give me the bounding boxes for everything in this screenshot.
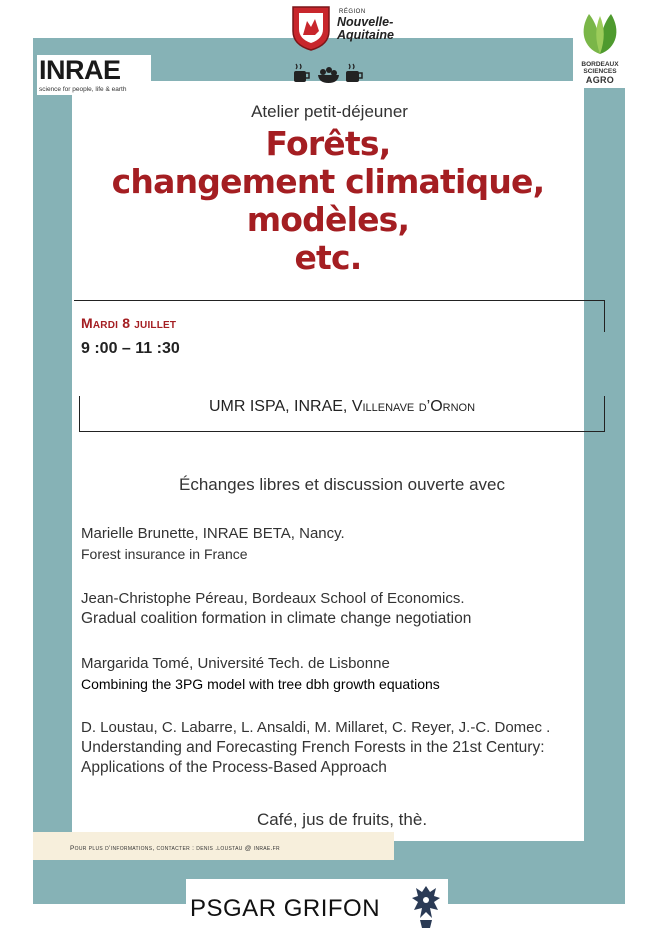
talk-title: Gradual coalition formation in climate change negotiation [81,610,472,627]
speaker-item [81,654,440,694]
event-title [72,125,584,277]
region-shield-icon [291,5,331,51]
venue-place: Villenave d’Ornon [351,398,476,415]
breakfast-icons [293,62,365,86]
bsa-line1: BORDEAUX [581,61,619,68]
event-date: Mardi 8 juillet [81,315,177,331]
region-logo [291,5,411,53]
talk-title-line2: Applications of the Process-Based Approach [81,759,387,776]
speaker-name: Jean-Christophe Péreau, Bordeaux School of Economics. [81,590,465,607]
refreshments-note: Café, jus de fruits, thè. [256,810,428,829]
bsa-line3: AGRO [585,75,615,85]
inrae-logo-tagline: science for people, life & earth [39,86,127,93]
contact-text: Pour plus d’informations, contacter : denis .loustau @ inrae.fr [70,845,280,852]
griffon-icon [408,882,444,930]
speaker-name: Margarida Tomé, Université Tech. de Lisbonne [81,655,390,672]
region-small-label: RÉGION [339,9,366,15]
speaker-name: Marielle Brunette, INRAE BETA, Nancy. [81,525,345,542]
event-time: 9 :00 – 11 :30 [81,340,180,357]
title-line: etc. [294,238,362,277]
speakers-intro: Échanges libres et discussion ouverte avec [178,475,505,494]
bordeaux-sciences-agro-logo [573,8,627,88]
title-line: modèles, [246,200,410,239]
divider-top-tick [604,300,605,332]
venue-main: UMR ISPA, INRAE, [208,398,352,415]
tea-cup-icon [346,64,362,82]
bsa-text [573,61,627,85]
speaker-item [81,589,471,629]
coffee-cup-icon [294,64,309,82]
event-venue [72,398,612,416]
fruit-bowl-icon [318,67,339,83]
speaker-item [81,718,550,778]
talk-title: Forest insurance in France [81,546,248,562]
divider-top [74,300,605,301]
talk-title: Combining the 3PG model with tree dbh growth equations [81,676,440,692]
speaker-name: D. Loustau, C. Labarre, L. Ansaldi, M. Millaret, C. Reyer, J.-C. Domec . [81,719,551,736]
region-name-line2: Aquitaine [337,28,394,42]
footer-text: PSGAR GRIFON [190,895,381,922]
inrae-logo-name: INRAE [39,55,121,85]
bsa-line2: SCIENCES [583,68,617,75]
title-line: Forêts, [265,124,391,163]
event-kicker: Atelier petit-déjeuner [251,102,408,121]
title-line: changement climatique, [111,162,545,201]
inrae-logo [37,55,151,95]
region-name-line1: Nouvelle- [337,15,394,29]
talk-title-line1: Understanding and Forecasting French Forests in the 21st Century: [81,739,545,756]
leaf-icon [573,8,627,58]
venue-box-bottom [79,431,605,432]
region-name [337,16,394,42]
speaker-item [81,524,345,564]
